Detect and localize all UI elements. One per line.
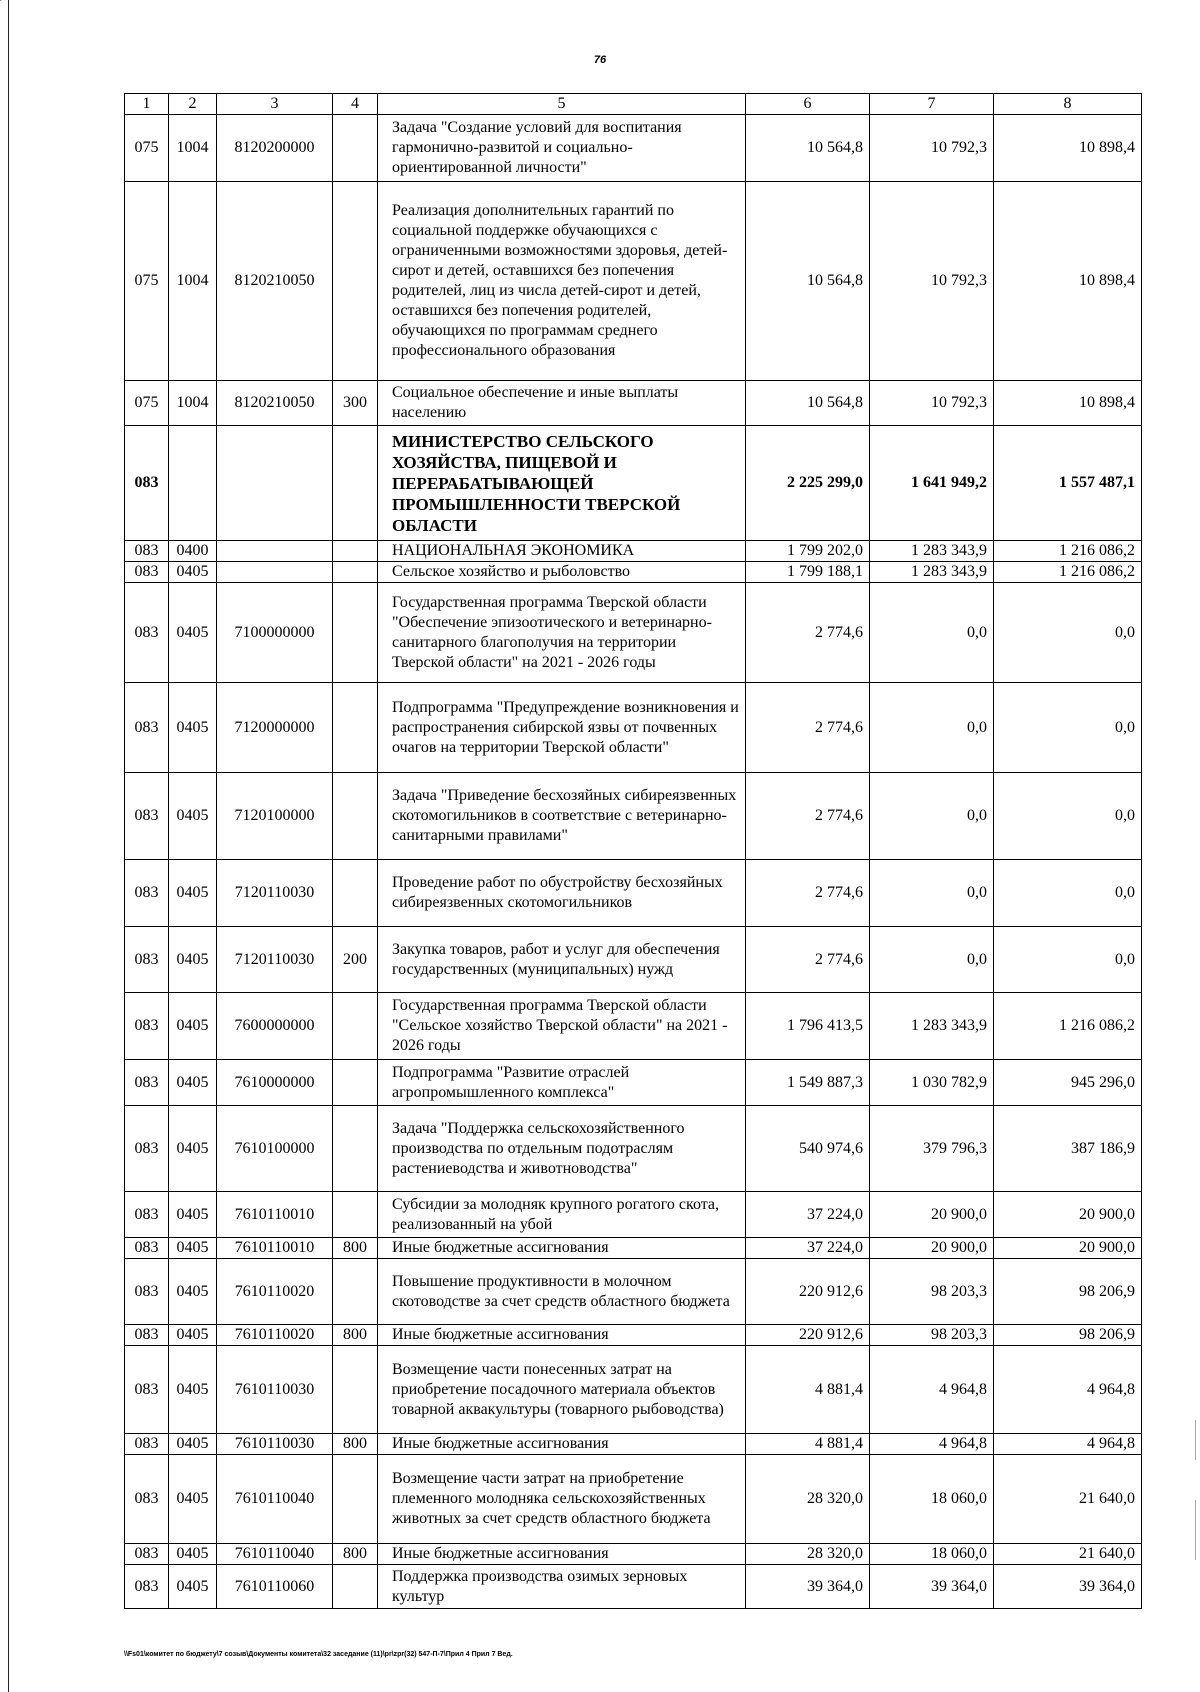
- target-article-code: 7610100000: [217, 1106, 333, 1192]
- amount-col6: 10 564,8: [746, 115, 870, 182]
- table-row: [125, 1434, 1142, 1455]
- amount-col8: 1 216 086,2: [994, 541, 1142, 562]
- item-name: Субсидии за молодняк крупного рогатого скота, реализованный на убой: [378, 1192, 746, 1238]
- column-header: 7: [870, 94, 994, 115]
- amount-col7: 1 283 343,9: [870, 562, 994, 583]
- amount-col8: 10 898,4: [994, 115, 1142, 182]
- table-row: [125, 541, 1142, 562]
- amount-col6: 2 774,6: [746, 860, 870, 927]
- expense-type-code: [333, 1060, 378, 1106]
- section-code: 0405: [169, 993, 217, 1060]
- admin-code: 083: [125, 1259, 169, 1325]
- section-code: 0405: [169, 583, 217, 683]
- amount-col7: 379 796,3: [870, 1106, 994, 1192]
- amount-col8: 20 900,0: [994, 1238, 1142, 1259]
- amount-col8: 0,0: [994, 860, 1142, 927]
- target-article-code: 7610110030: [217, 1346, 333, 1434]
- amount-col8: 21 640,0: [994, 1455, 1142, 1544]
- target-article-code: 7610110010: [217, 1192, 333, 1238]
- amount-col6: 220 912,6: [746, 1325, 870, 1346]
- amount-col8: 0,0: [994, 583, 1142, 683]
- amount-col7: 0,0: [870, 860, 994, 927]
- amount-col7: 4 964,8: [870, 1346, 994, 1434]
- section-code: 0405: [169, 683, 217, 773]
- admin-code: 075: [125, 115, 169, 182]
- expense-type-code: [333, 426, 378, 541]
- amount-col7: 0,0: [870, 927, 994, 993]
- admin-code: 083: [125, 927, 169, 993]
- section-code: 1004: [169, 115, 217, 182]
- table-row: [125, 927, 1142, 993]
- page-number: 76: [593, 54, 607, 66]
- expense-type-code: [333, 583, 378, 683]
- target-article-code: 7120110030: [217, 860, 333, 927]
- admin-code: 083: [125, 1565, 169, 1609]
- amount-col6: 1 549 887,3: [746, 1060, 870, 1106]
- table-row: [125, 1106, 1142, 1192]
- item-name: Поддержка производства озимых зерновых культур: [378, 1565, 746, 1609]
- column-header: 1: [125, 94, 169, 115]
- table-row: [125, 1259, 1142, 1325]
- amount-col8: 945 296,0: [994, 1060, 1142, 1106]
- amount-col6: 540 974,6: [746, 1106, 870, 1192]
- target-article-code: 7610110010: [217, 1238, 333, 1259]
- expense-type-code: [333, 182, 378, 381]
- table-row: [125, 182, 1142, 381]
- item-name: НАЦИОНАЛЬНАЯ ЭКОНОМИКА: [378, 541, 746, 562]
- section-code: 1004: [169, 182, 217, 381]
- target-article-code: 7600000000: [217, 993, 333, 1060]
- amount-col7: 20 900,0: [870, 1238, 994, 1259]
- item-name: Повышение продуктивности в молочном скотоводстве за счет средств областного бюджета: [378, 1259, 746, 1325]
- admin-code: 083: [125, 1192, 169, 1238]
- item-name: Сельское хозяйство и рыболовство: [378, 562, 746, 583]
- admin-code: 083: [125, 860, 169, 927]
- amount-col6: 2 774,6: [746, 583, 870, 683]
- expense-type-code: 800: [333, 1325, 378, 1346]
- target-article-code: 7610110030: [217, 1434, 333, 1455]
- amount-col7: 98 203,3: [870, 1325, 994, 1346]
- amount-col8: 39 364,0: [994, 1565, 1142, 1609]
- section-code: 0405: [169, 860, 217, 927]
- item-name: МИНИСТЕРСТВО СЕЛЬСКОГО ХОЗЯЙСТВА, ПИЩЕВОЙ И ПЕРЕРАБАТЫВАЮЩЕЙ ПРОМЫШЛЕННОСТИ ТВЕРСКОЙ ОБЛАСТИ: [378, 426, 746, 541]
- amount-col7: 1 283 343,9: [870, 541, 994, 562]
- section-code: 0405: [169, 1325, 217, 1346]
- table-row: [125, 1565, 1142, 1609]
- section-code: 0405: [169, 1060, 217, 1106]
- amount-col6: 28 320,0: [746, 1455, 870, 1544]
- admin-code: 083: [125, 426, 169, 541]
- target-article-code: 7610110020: [217, 1259, 333, 1325]
- section-code: 0405: [169, 562, 217, 583]
- amount-col7: 98 203,3: [870, 1259, 994, 1325]
- table-row: [125, 115, 1142, 182]
- section-code: 0405: [169, 1565, 217, 1609]
- expense-type-code: 200: [333, 927, 378, 993]
- column-header: 4: [333, 94, 378, 115]
- column-header: 8: [994, 94, 1142, 115]
- section-code: 0405: [169, 1238, 217, 1259]
- table-row: [125, 1238, 1142, 1259]
- admin-code: 083: [125, 1060, 169, 1106]
- amount-col6: 220 912,6: [746, 1259, 870, 1325]
- item-name: Задача "Поддержка сельскохозяйственного производства по отдельным подотраслям растениеводства и животноводства": [378, 1106, 746, 1192]
- section-code: 0405: [169, 1192, 217, 1238]
- admin-code: 083: [125, 583, 169, 683]
- item-name: Иные бюджетные ассигнования: [378, 1325, 746, 1346]
- amount-col8: 0,0: [994, 683, 1142, 773]
- amount-col7: 10 792,3: [870, 182, 994, 381]
- item-name: Реализация дополнительных гарантий по социальной поддержке обучающихся с ограниченными возможностями здоровья, детей-сирот и детей, оставшихся без попечения родителей, лиц из числа детей-сирот и детей, оставшихся без попечения родителей, обучающихся по программам среднего профессионального образования: [378, 182, 746, 381]
- item-name: Закупка товаров, работ и услуг для обеспечения государственных (муниципальных) нужд: [378, 927, 746, 993]
- target-article-code: 7120100000: [217, 773, 333, 860]
- amount-col7: 18 060,0: [870, 1544, 994, 1565]
- amount-col7: 0,0: [870, 773, 994, 860]
- table-row: [125, 683, 1142, 773]
- target-article-code: 7610110040: [217, 1544, 333, 1565]
- amount-col8: 4 964,8: [994, 1346, 1142, 1434]
- scan-edge-mark: [1195, 1500, 1196, 1560]
- admin-code: 083: [125, 1455, 169, 1544]
- target-article-code: 7120110030: [217, 927, 333, 993]
- admin-code: 075: [125, 381, 169, 426]
- amount-col8: 1 216 086,2: [994, 993, 1142, 1060]
- target-article-code: 8120210050: [217, 182, 333, 381]
- item-name: Социальное обеспечение и иные выплаты населению: [378, 381, 746, 426]
- amount-col6: 39 364,0: [746, 1565, 870, 1609]
- scan-left-edge: [8, 0, 9, 1692]
- amount-col7: 4 964,8: [870, 1434, 994, 1455]
- table-row: [125, 993, 1142, 1060]
- expense-type-code: [333, 1192, 378, 1238]
- expense-type-code: [333, 562, 378, 583]
- amount-col8: 20 900,0: [994, 1192, 1142, 1238]
- column-header: 2: [169, 94, 217, 115]
- amount-col8: 387 186,9: [994, 1106, 1142, 1192]
- admin-code: 083: [125, 541, 169, 562]
- item-name: Иные бюджетные ассигнования: [378, 1238, 746, 1259]
- section-code: 0405: [169, 927, 217, 993]
- table-row: [125, 773, 1142, 860]
- section-code: 0405: [169, 773, 217, 860]
- target-article-code: 7610000000: [217, 1060, 333, 1106]
- expense-type-code: [333, 1346, 378, 1434]
- item-name: Возмещение части затрат на приобретение племенного молодняка сельскохозяйственных животных за счет средств областного бюджета: [378, 1455, 746, 1544]
- amount-col7: 10 792,3: [870, 381, 994, 426]
- amount-col8: 1 216 086,2: [994, 562, 1142, 583]
- amount-col6: 1 799 202,0: [746, 541, 870, 562]
- admin-code: 075: [125, 182, 169, 381]
- table-row: [125, 1060, 1142, 1106]
- expense-type-code: [333, 773, 378, 860]
- target-article-code: [217, 562, 333, 583]
- expense-type-code: 300: [333, 381, 378, 426]
- item-name: Государственная программа Тверской области "Обеспечение эпизоотического и ветеринарно-санитарного благополучия на территории Тверской области" на 2021 - 2026 годы: [378, 583, 746, 683]
- item-name: Иные бюджетные ассигнования: [378, 1434, 746, 1455]
- amount-col7: 10 792,3: [870, 115, 994, 182]
- expense-type-code: 800: [333, 1544, 378, 1565]
- footer-file-path: \\Fs01\комитет по бюджету\7 созыв\Документы комитета\32 заседание (11)\pr\zpr(32) 547-П-7\Прил 4 Прил 7 Вед.: [124, 1651, 513, 1658]
- table-row: [125, 1192, 1142, 1238]
- target-article-code: 8120200000: [217, 115, 333, 182]
- section-code: 0405: [169, 1455, 217, 1544]
- table-row: [125, 562, 1142, 583]
- budget-table: [124, 93, 1142, 1609]
- table-row: [125, 381, 1142, 426]
- section-code: 0400: [169, 541, 217, 562]
- amount-col6: 10 564,8: [746, 182, 870, 381]
- amount-col8: 98 206,9: [994, 1259, 1142, 1325]
- table-row: [125, 1325, 1142, 1346]
- target-article-code: [217, 541, 333, 562]
- amount-col7: 1 641 949,2: [870, 426, 994, 541]
- amount-col8: 10 898,4: [994, 381, 1142, 426]
- item-name: Возмещение части понесенных затрат на приобретение посадочного материала объектов товарной аквакультуры (товарного рыбоводства): [378, 1346, 746, 1434]
- table-row: [125, 1455, 1142, 1544]
- item-name: Задача "Создание условий для воспитания гармонично-развитой и социально-ориентированной личности": [378, 115, 746, 182]
- expense-type-code: [333, 115, 378, 182]
- amount-col6: 10 564,8: [746, 381, 870, 426]
- expense-type-code: [333, 1565, 378, 1609]
- amount-col7: 20 900,0: [870, 1192, 994, 1238]
- expense-type-code: 800: [333, 1238, 378, 1259]
- admin-code: 083: [125, 1238, 169, 1259]
- amount-col8: 1 557 487,1: [994, 426, 1142, 541]
- amount-col7: 0,0: [870, 583, 994, 683]
- target-article-code: [217, 426, 333, 541]
- admin-code: 083: [125, 1325, 169, 1346]
- admin-code: 083: [125, 1544, 169, 1565]
- admin-code: 083: [125, 1106, 169, 1192]
- column-header: 5: [378, 94, 746, 115]
- item-name: Задача "Приведение бесхозяйных сибиреязвенных скотомогильников в соответствие с ветеринарно-санитарными правилами": [378, 773, 746, 860]
- item-name: Иные бюджетные ассигнования: [378, 1544, 746, 1565]
- amount-col7: 39 364,0: [870, 1565, 994, 1609]
- amount-col6: 1 799 188,1: [746, 562, 870, 583]
- amount-col6: 37 224,0: [746, 1192, 870, 1238]
- expense-type-code: [333, 860, 378, 927]
- admin-code: 083: [125, 562, 169, 583]
- admin-code: 083: [125, 993, 169, 1060]
- item-name: Подпрограмма "Предупреждение возникновения и распространения сибирской язвы от почвенных очагов на территории Тверской области": [378, 683, 746, 773]
- section-code: [169, 426, 217, 541]
- section-code: 1004: [169, 381, 217, 426]
- table-row: [125, 1346, 1142, 1434]
- expense-type-code: [333, 1259, 378, 1325]
- column-header: 6: [746, 94, 870, 115]
- table-header-row: [125, 94, 1142, 115]
- table-row: [125, 1544, 1142, 1565]
- target-article-code: 8120210050: [217, 381, 333, 426]
- amount-col7: 0,0: [870, 683, 994, 773]
- admin-code: 083: [125, 773, 169, 860]
- section-code: 0405: [169, 1259, 217, 1325]
- amount-col8: 0,0: [994, 927, 1142, 993]
- amount-col8: 10 898,4: [994, 182, 1142, 381]
- admin-code: 083: [125, 1346, 169, 1434]
- section-code: 0405: [169, 1106, 217, 1192]
- column-header: 3: [217, 94, 333, 115]
- admin-code: 083: [125, 1434, 169, 1455]
- amount-col8: 98 206,9: [994, 1325, 1142, 1346]
- amount-col8: 4 964,8: [994, 1434, 1142, 1455]
- amount-col7: 1 283 343,9: [870, 993, 994, 1060]
- section-code: 0405: [169, 1434, 217, 1455]
- expense-type-code: [333, 1106, 378, 1192]
- amount-col6: 2 774,6: [746, 927, 870, 993]
- target-article-code: 7610110020: [217, 1325, 333, 1346]
- table-row-department: [125, 426, 1142, 541]
- expense-type-code: [333, 541, 378, 562]
- scan-corner-mark: [0, 0, 17, 11]
- item-name: Подпрограмма "Развитие отраслей агропромышленного комплекса": [378, 1060, 746, 1106]
- amount-col6: 28 320,0: [746, 1544, 870, 1565]
- section-code: 0405: [169, 1346, 217, 1434]
- amount-col6: 1 796 413,5: [746, 993, 870, 1060]
- amount-col7: 1 030 782,9: [870, 1060, 994, 1106]
- amount-col8: 0,0: [994, 773, 1142, 860]
- target-article-code: 7120000000: [217, 683, 333, 773]
- amount-col6: 2 225 299,0: [746, 426, 870, 541]
- target-article-code: 7100000000: [217, 583, 333, 683]
- amount-col6: 4 881,4: [746, 1434, 870, 1455]
- amount-col6: 2 774,6: [746, 773, 870, 860]
- target-article-code: 7610110040: [217, 1455, 333, 1544]
- amount-col6: 2 774,6: [746, 683, 870, 773]
- target-article-code: 7610110060: [217, 1565, 333, 1609]
- admin-code: 083: [125, 683, 169, 773]
- amount-col7: 18 060,0: [870, 1455, 994, 1544]
- expense-type-code: [333, 993, 378, 1060]
- table-row: [125, 860, 1142, 927]
- expense-type-code: 800: [333, 1434, 378, 1455]
- amount-col8: 21 640,0: [994, 1544, 1142, 1565]
- item-name: Государственная программа Тверской области "Сельское хозяйство Тверской области" на 2021 - 2026 годы: [378, 993, 746, 1060]
- scan-edge-mark: [1195, 1420, 1196, 1460]
- expense-type-code: [333, 683, 378, 773]
- item-name: Проведение работ по обустройству бесхозяйных сибиреязвенных скотомогильников: [378, 860, 746, 927]
- amount-col6: 37 224,0: [746, 1238, 870, 1259]
- table-row: [125, 583, 1142, 683]
- section-code: 0405: [169, 1544, 217, 1565]
- expense-type-code: [333, 1455, 378, 1544]
- amount-col6: 4 881,4: [746, 1346, 870, 1434]
